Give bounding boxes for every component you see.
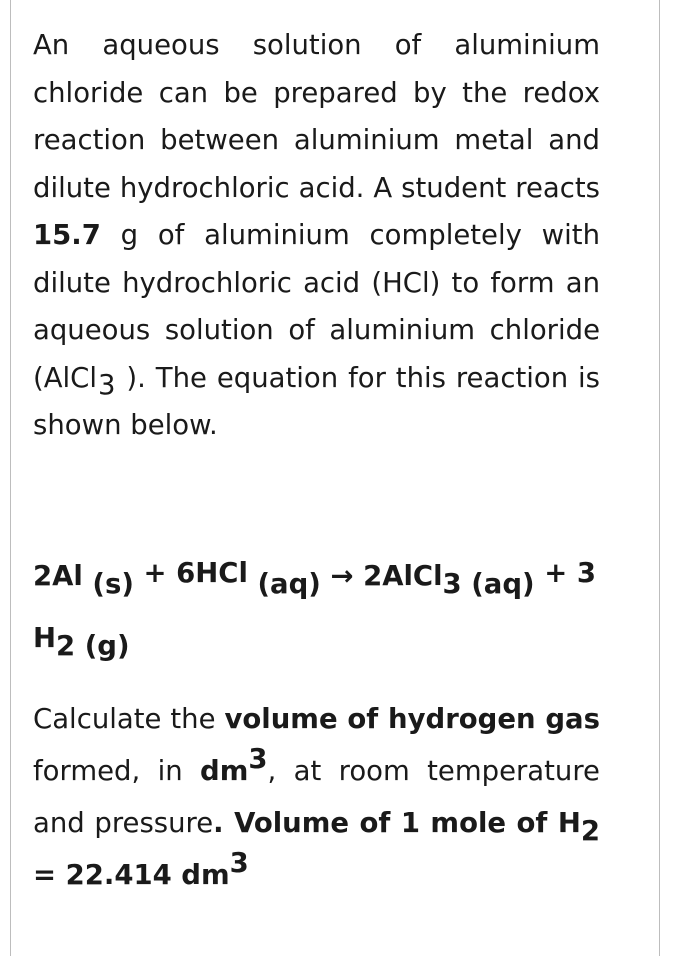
plus-hcl: + 6HCl bbox=[143, 557, 248, 589]
intro-text-1: An aqueous solution of aluminium chloride can be prepared by the redox reaction between aluminium metal and dilute hydrochloric acid. A student reacts bbox=[33, 29, 600, 204]
state-aq-2: (aq) bbox=[471, 568, 535, 600]
question-text bbox=[33, 693, 600, 901]
product-h: H bbox=[33, 622, 57, 654]
question-bold-2a: . Volume of 1 mole of H bbox=[213, 807, 581, 839]
mass-value: 15.7 bbox=[33, 219, 101, 251]
state-gas: (g) bbox=[84, 630, 130, 662]
chemical-equation bbox=[33, 545, 600, 669]
unit-superscript: 3 bbox=[248, 743, 268, 775]
question-text-2: formed, in bbox=[33, 755, 201, 787]
unit-dm: dm bbox=[200, 755, 249, 787]
h2-subscript: 2 bbox=[580, 815, 600, 847]
question-text-1: Calculate the bbox=[33, 703, 225, 735]
question-text-3: , at room temperature and pressure bbox=[33, 755, 600, 839]
intro-text-3: ). The equation for this reaction is shown below. bbox=[33, 361, 600, 441]
state-aq-1: (aq) bbox=[257, 568, 321, 600]
intro-text-2: g of aluminium completely with dilute hydrochloric acid (HCl) to form an aqueous solution of aluminium chloride (AlCl bbox=[33, 219, 600, 394]
plus-three: + 3 bbox=[544, 557, 596, 589]
product-h-subscript: 2 bbox=[56, 630, 76, 662]
problem-statement bbox=[33, 22, 600, 450]
state-solid: (s) bbox=[92, 568, 134, 600]
final-superscript: 3 bbox=[229, 847, 249, 879]
reactant-al: 2Al bbox=[33, 560, 83, 592]
product-alcl-subscript: 3 bbox=[442, 568, 462, 600]
alcl3-subscript: 3 bbox=[98, 368, 116, 401]
question-bold-2b: = 22.414 dm bbox=[33, 859, 230, 891]
question-bold-1: volume of hydrogen gas bbox=[224, 703, 600, 735]
reaction-arrow: → bbox=[330, 560, 354, 592]
product-alcl: 2AlCl bbox=[363, 560, 443, 592]
